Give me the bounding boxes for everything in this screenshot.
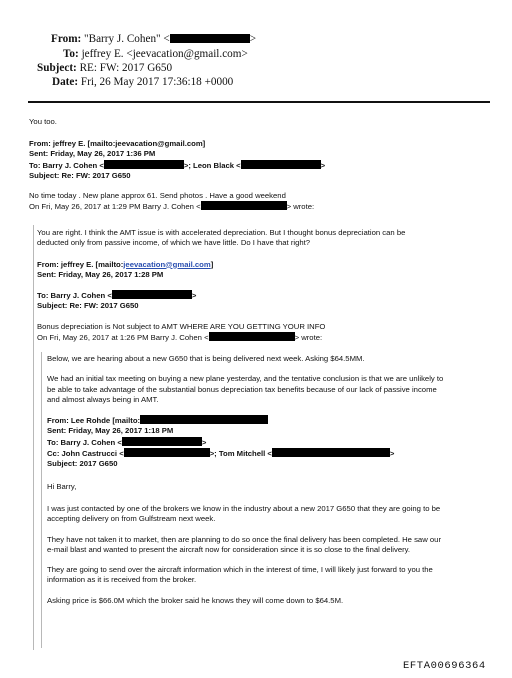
msg2-to-a: To: Barry J. Cohen < — [29, 160, 104, 170]
msg3-from — [37, 260, 405, 270]
msg3-body-line: You are right. I think the AMT issue is with accelerated depreciation. But I thought bonus depreciation can be — [37, 228, 406, 237]
msg3-to — [37, 290, 405, 301]
header-subject-label: Subject: — [37, 62, 77, 74]
msg4-to-b: > — [201, 437, 207, 447]
redaction-bar — [112, 290, 192, 299]
header-date-label: Date: — [52, 76, 79, 88]
redaction-bar — [209, 332, 295, 341]
msg3-wrote-a: On Fri, May 26, 2017 at 1:26 PM Barry J. Cohen < — [37, 333, 209, 343]
msg4-from-text: From: Lee Rohde [mailto: — [47, 416, 141, 426]
msg3-wrote — [37, 332, 405, 343]
msg3-to-a: To: Barry J. Cohen < — [37, 291, 112, 301]
msg2-to-b: >; Leon Black < — [183, 160, 241, 170]
msg4-body-line: They are going to send over the aircraft information which in the interest of time, I will likely just forward to you the — [47, 565, 433, 575]
msg4-body-line: Asking price is $66.0M which the broker said he knows they will come down to $64.5M. — [47, 595, 344, 605]
msg2-wrote-b: > wrote: — [286, 202, 315, 212]
msg4-to-a: To: Barry J. Cohen < — [47, 437, 122, 447]
redaction-bar — [241, 160, 321, 169]
msg4-cc — [47, 448, 443, 459]
msg3-sent: Sent: Friday, May 26, 2017 1:28 PM — [37, 269, 164, 279]
msg3-body-line: deducted only from passive income, of which we have little. Do I have that right? — [37, 238, 311, 248]
msg3-body-line: Bonus depreciation is Not subject to AMT WHERE ARE YOU GETTING YOUR INFO — [37, 321, 326, 331]
msg4-to — [47, 437, 443, 448]
redaction-bar — [124, 448, 210, 457]
header-from-close: > — [249, 33, 257, 45]
message-4 — [47, 354, 443, 606]
msg3-from-a: From: jeffrey E. [mailto: — [37, 259, 124, 269]
msg4-body-line: e-mail blast and wanted to present the aircraft now for consideration since it is so close to the final delivery. — [47, 544, 411, 554]
redaction-bar — [104, 160, 184, 169]
msg2-wrote-a: On Fri, May 26, 2017 at 1:29 PM Barry J. Cohen < — [29, 202, 201, 212]
msg4-body-line: I was just contacted by one of the brokers we know in the industry about a new 2017 G650 that they are going to be — [47, 503, 441, 513]
message-3 — [37, 228, 405, 343]
msg2-to — [29, 160, 325, 171]
header-from — [51, 33, 256, 45]
bates-number: EFTA00696364 — [403, 660, 486, 672]
header-subject-value: RE: FW: 2017 G650 — [79, 62, 173, 74]
header-divider — [28, 101, 490, 103]
msg2-subject: Subject: Re: FW: 2017 G650 — [29, 170, 131, 180]
msg4-body-line: We had an initial tax meeting on buying a new plane yesterday, and the tentative conclusion is that we are unlikely to — [47, 374, 444, 384]
header-from-value: "Barry J. Cohen" < — [84, 33, 170, 45]
quote-bar-level-2 — [41, 352, 42, 648]
header-to-value: jeffrey E. <jeevacation@gmail.com> — [81, 48, 248, 60]
header-to-label: To: — [63, 48, 79, 60]
msg2-body-line: No time today . New plane approx 61. Send photos . Have a good weekend — [29, 191, 286, 201]
msg4-cc-a: Cc: John Castrucci < — [47, 449, 124, 459]
header-date — [52, 76, 233, 88]
msg4-body-line: be able to take advantage of the substantial bonus depreciation tax benefits because of our lack of passive income — [47, 384, 437, 394]
msg4-sent: Sent: Friday, May 26, 2017 1:18 PM — [47, 426, 174, 436]
message-1-text: You too. — [29, 117, 57, 126]
msg4-cc-b: >; Tom Mitchell < — [209, 449, 272, 459]
msg4-subject: Subject: 2017 G650 — [47, 459, 118, 469]
header-to — [63, 48, 248, 60]
msg3-to-b: > — [191, 291, 197, 301]
msg2-sent: Sent: Friday, May 26, 2017 1:36 PM — [29, 149, 156, 159]
msg4-body-line: information as it is received from the broker. — [47, 575, 197, 585]
header-date-value: Fri, 26 May 2017 17:36:18 +0000 — [80, 76, 234, 88]
redaction-bar — [122, 437, 202, 446]
msg4-body-line: and almost always being in AMT. — [47, 394, 159, 404]
msg4-body-line: They have not taken it to market, then are planning to do so once the final delivery has been completed. He saw our — [47, 534, 442, 544]
msg2-to-c: > — [320, 160, 326, 170]
msg4-body-line: Below, we are hearing about a new G650 that is being delivered next week. Asking $64.5MM. — [47, 354, 365, 363]
msg4-cc-c: > — [389, 449, 395, 459]
msg3-wrote-b: > wrote: — [294, 333, 323, 343]
redaction-bar — [201, 201, 287, 210]
quote-bar-level-1 — [33, 225, 34, 650]
redaction-bar — [140, 415, 268, 424]
message-2 — [29, 139, 325, 213]
msg4-greeting: Hi Barry, — [47, 481, 77, 491]
email-link[interactable]: jeevacation@gmail.com — [123, 259, 211, 269]
msg3-subject: Subject: Re: FW: 2017 G650 — [37, 301, 139, 311]
redaction-bar — [272, 448, 390, 457]
header-subject — [37, 62, 172, 74]
redaction-bar — [170, 34, 250, 43]
msg2-from: From: jeffrey E. [mailto:jeevacation@gmail.com] — [29, 139, 206, 148]
msg2-wrote — [29, 201, 325, 212]
msg4-body-line: accepting delivery on from Gulfstream next week. — [47, 514, 216, 524]
header-from-label: From: — [51, 33, 82, 45]
message-1 — [29, 117, 57, 127]
msg4-from — [47, 415, 443, 426]
msg3-from-b: ] — [210, 259, 214, 269]
